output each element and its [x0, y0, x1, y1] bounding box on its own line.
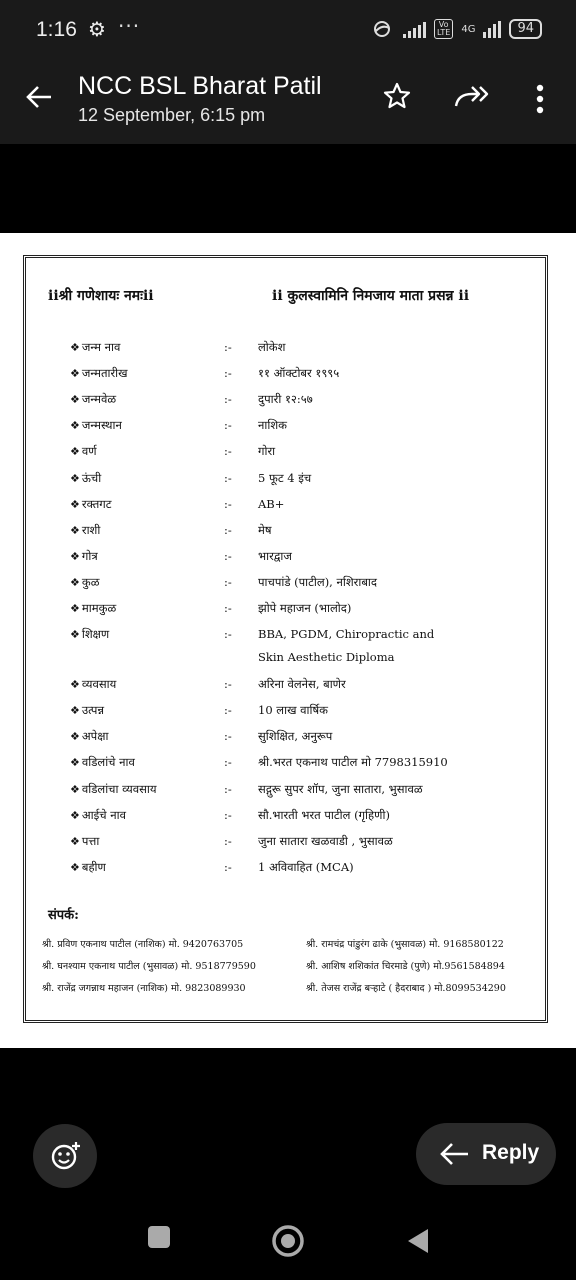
bullet-icon: ❖ [70, 860, 80, 874]
row-value: ११ ऑक्टोबर १९९५ [258, 366, 340, 381]
row-separator: :- [224, 859, 232, 874]
nav-back-icon[interactable] [406, 1227, 430, 1259]
status-time: 1:16 [36, 18, 77, 41]
contact-entry: श्री. घनश्याम एकनाथ पाटील (भुसावळ) मो. 9518779590 [42, 961, 256, 972]
contact-entry: श्री. प्रविण एकनाथ पाटील (नाशिक) मो. 9420763705 [42, 939, 244, 950]
bullet-icon: ❖ [70, 808, 80, 822]
row-separator: :- [224, 781, 232, 796]
row-label-text: जन्मतारीख [81, 366, 128, 381]
row-value: जुना सातारा खळवाडी , भुसावळ [258, 833, 393, 848]
emoji-reaction-button[interactable] [33, 1124, 97, 1188]
row-value: BBA, PGDM, Chiropractic and [258, 627, 435, 642]
row-label-text: वर्ण [81, 444, 97, 459]
row-label [70, 808, 126, 823]
row-value: पाचपांडे (पाटील), नशिराबाद [258, 574, 378, 589]
reply-button[interactable] [416, 1123, 556, 1185]
bullet-icon: ❖ [70, 393, 80, 407]
row-separator: :- [224, 601, 232, 615]
row-value: गोरा [258, 444, 276, 459]
row-separator: :- [224, 366, 232, 381]
row-label-text: वडिलांचे नाव [81, 755, 135, 770]
row-label-text: राशी [81, 522, 101, 537]
battery-icon: 94 [509, 19, 542, 39]
row-label-text: शिक्षण [81, 627, 110, 642]
row-value: Skin Aesthetic Diploma [258, 650, 395, 665]
document-header-right: ii कुलस्वामिनि निमजाय माता प्रसन्न ii [272, 288, 470, 304]
row-label [70, 497, 112, 512]
row-separator: :- [224, 833, 232, 848]
row-value: सौ.भारती भरत पाटील (गृहिणी) [258, 807, 390, 822]
row-label-text: बहीण [81, 859, 106, 874]
row-label [70, 703, 104, 718]
row-separator: :- [224, 470, 232, 485]
row-value: मेष [258, 522, 272, 537]
bullet-icon: ❖ [70, 730, 80, 744]
row-separator: :- [224, 444, 232, 459]
row-separator: :- [224, 418, 232, 433]
row-value: 10 लाख वार्षिक [258, 703, 328, 718]
row-label [70, 834, 99, 849]
more-notifications-icon: ··· [118, 14, 141, 38]
row-label-text: पत्ता [81, 833, 100, 848]
row-separator: :- [224, 340, 232, 354]
volte-icon: Vo LTE [434, 19, 453, 39]
chat-title: NCC BSL Bharat Patil [78, 72, 322, 100]
emoji-icon [49, 1140, 81, 1172]
contact-entry: श्री. रामचंद्र पांडुरंग ढाके (भुसावळ) मो. 9168580122 [306, 939, 504, 950]
row-value: 5 फूट 4 इंच [258, 470, 312, 485]
contact-entry: श्री. आशिष शशिकांत चिरमाडे (पुणे) मो.9561584894 [306, 961, 505, 972]
row-separator: :- [224, 729, 232, 744]
contact-entry: श्री. तेजस राजेंद्र बऱ्हाटे ( हैदराबाद ) मो.8099534290 [306, 983, 506, 994]
network-type: 4G [461, 23, 476, 35]
row-label [70, 523, 100, 538]
row-separator: :- [224, 392, 232, 407]
image-viewer[interactable] [0, 233, 576, 1048]
contact-title: संपर्क: [48, 908, 79, 923]
bullet-icon: ❖ [70, 628, 80, 642]
bullet-icon: ❖ [70, 756, 80, 770]
row-label-text: उत्पन्न [81, 703, 105, 718]
row-separator: :- [224, 548, 232, 563]
nav-home-icon[interactable] [271, 1224, 305, 1262]
row-label [70, 549, 98, 564]
status-icons [369, 19, 542, 39]
hotspot-link-icon [369, 20, 395, 38]
row-label [70, 677, 116, 692]
row-label [70, 366, 128, 381]
bullet-icon: ❖ [70, 678, 80, 692]
row-separator: :- [224, 522, 232, 537]
reply-label: Reply [482, 1141, 540, 1164]
row-value: AB+ [258, 496, 285, 511]
bullet-icon: ❖ [70, 602, 80, 615]
row-label-text: जन्मवेळ [81, 392, 117, 407]
row-separator: :- [224, 496, 232, 511]
bullet-icon: ❖ [70, 497, 80, 511]
contact-entry: श्री. राजेंद्र जगन्नाथ महाजन (नाशिक) मो. 9823089930 [42, 983, 246, 994]
status-bar [0, 0, 576, 60]
row-separator: :- [224, 574, 232, 589]
row-separator: :- [224, 703, 232, 718]
row-value: झोपे महाजन (भालोद) [258, 601, 352, 615]
row-label-text: कुळ [81, 574, 100, 589]
row-label [70, 392, 116, 407]
row-label [70, 340, 120, 355]
row-label [70, 418, 122, 433]
reply-arrow-icon [438, 1138, 472, 1168]
star-icon[interactable] [383, 82, 411, 110]
forward-icon[interactable] [454, 82, 490, 110]
biodata-document [23, 255, 548, 1023]
row-label [70, 627, 109, 642]
row-label [70, 782, 157, 797]
row-label-text: मामकुळ [81, 601, 117, 615]
row-separator: :- [224, 677, 232, 692]
bullet-icon: ❖ [70, 549, 80, 563]
nav-recents-icon[interactable] [147, 1225, 171, 1253]
row-separator: :- [224, 627, 232, 642]
row-label-text: अपेक्षा [81, 729, 109, 744]
bullet-icon: ❖ [70, 367, 80, 381]
row-label-text: जन्मस्थान [81, 418, 122, 433]
row-value: लोकेश [258, 340, 286, 354]
app-bar [0, 60, 576, 144]
row-label-text: जन्म नाव [81, 340, 121, 354]
bullet-icon: ❖ [70, 523, 80, 537]
row-label [70, 575, 99, 590]
row-label [70, 755, 135, 770]
row-value: 1 अविवाहित (MCA) [258, 859, 354, 874]
row-label [70, 471, 101, 486]
row-value: अरिना वेलनेस, बाणेर [258, 677, 346, 692]
bullet-icon: ❖ [70, 575, 80, 589]
row-label-text: रक्तगट [81, 496, 112, 511]
row-label-text: गोत्र [81, 548, 98, 563]
row-value: सुशिक्षित, अनुरूप [258, 729, 333, 744]
document-header-left: iiश्री गणेशायः नमःii [48, 288, 154, 304]
row-label [70, 729, 108, 744]
bullet-icon: ❖ [70, 471, 80, 485]
more-vert-icon[interactable] [535, 84, 545, 114]
row-value: सद्गुरू सुपर शॉप, जुना सातारा, भुसावळ [258, 781, 423, 796]
bullet-icon: ❖ [70, 445, 80, 459]
row-label-text: वडिलांचा व्यवसाय [81, 781, 157, 796]
signal-icon-2 [483, 20, 501, 38]
bullet-icon: ❖ [70, 782, 80, 796]
row-separator: :- [224, 807, 232, 822]
row-label-text: ऊंची [81, 470, 102, 485]
row-label [70, 860, 106, 875]
settings-gear-icon: ⚙ [88, 17, 106, 41]
signal-icon [403, 20, 426, 38]
back-arrow-icon[interactable] [24, 82, 54, 118]
row-label-text: व्यवसाय [81, 677, 117, 692]
bullet-icon: ❖ [70, 704, 80, 718]
row-separator: :- [224, 755, 232, 770]
row-label [70, 444, 97, 459]
bullet-icon: ❖ [70, 419, 80, 433]
row-label-text: आईचे नाव [81, 807, 126, 822]
bullet-icon: ❖ [70, 341, 80, 354]
bullet-icon: ❖ [70, 834, 80, 848]
row-value: श्री.भरत एकनाथ पाटील मो 7798315910 [258, 755, 448, 770]
row-value: भारद्वाज [258, 548, 292, 563]
row-value: दुपारी १२:५७ [258, 392, 313, 407]
row-value: नाशिक [258, 418, 287, 433]
row-label [70, 601, 116, 616]
message-timestamp: 12 September, 6:15 pm [78, 105, 266, 125]
